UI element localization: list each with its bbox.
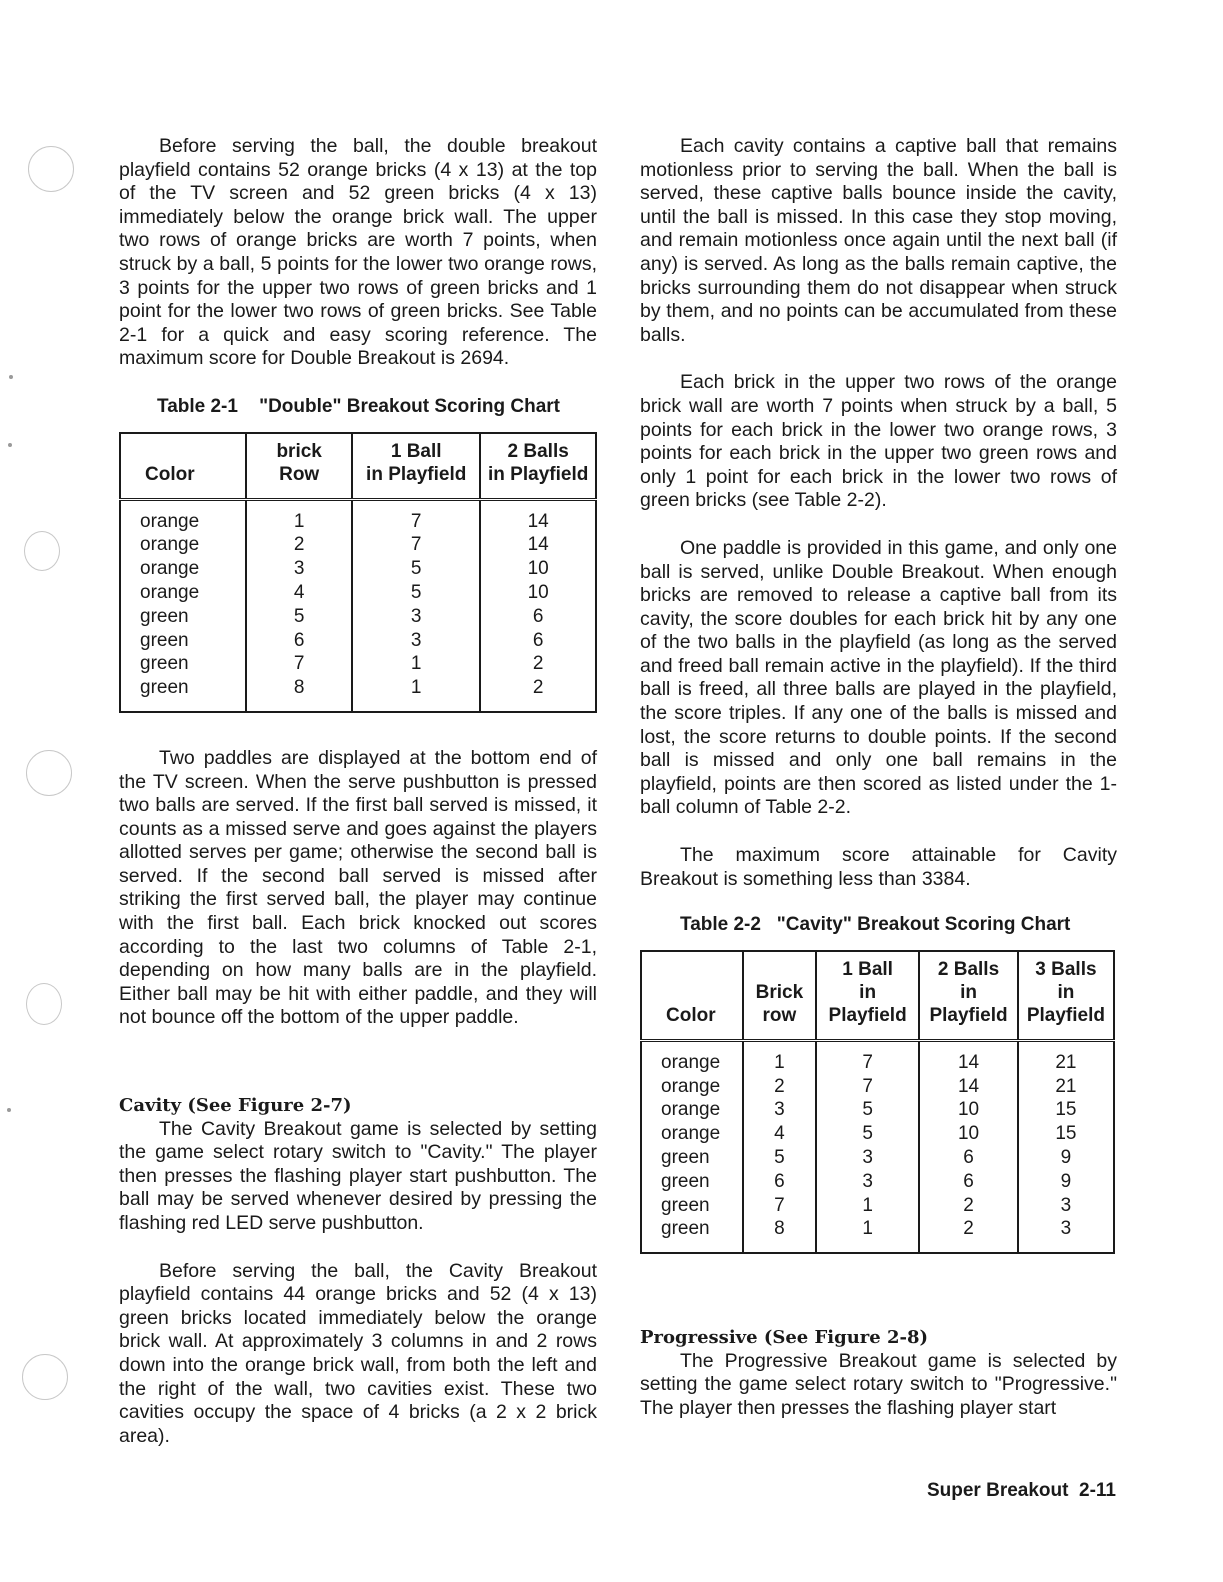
table-header-text: in <box>859 981 877 1003</box>
table-row <box>641 1040 1114 1074</box>
cavity-brick-values-paragraph: Each brick in the upper two rows of the orange brick wall are worth 7 points when struck by a ball, 5 points for each brick in the lower two orange rows, 3 points for each brick in the upper two green rows and only 1 point for each brick in the lower two rows of green bricks (see Table 2-2). <box>640 371 1117 512</box>
table-cell: orange <box>140 534 200 556</box>
table-cell: 15 <box>1018 1098 1114 1122</box>
table-cell: 2 <box>919 1217 1018 1253</box>
table-cell: 6 <box>480 629 596 653</box>
table-header-text: 2 Balls <box>937 958 1000 980</box>
table-header-text: in <box>1057 981 1075 1003</box>
table-cell: 6 <box>919 1170 1018 1194</box>
table-cell: 2 <box>480 652 596 676</box>
table-header-text: in Playfield <box>366 463 467 485</box>
table-row <box>641 1170 1114 1194</box>
table-cell: 7 <box>743 1194 816 1218</box>
table-cell: green <box>661 1147 710 1168</box>
table-cell: 6 <box>246 629 352 653</box>
table-cell: 2 <box>919 1194 1018 1218</box>
table-cell: 4 <box>743 1122 816 1146</box>
table-cell: 15 <box>1018 1122 1114 1146</box>
cavity-breakout-scoring-table <box>640 950 1115 1254</box>
binder-hole <box>28 146 74 192</box>
table-cell: 3 <box>1018 1217 1114 1253</box>
table-cell: 3 <box>246 557 352 581</box>
table-header-text: Color <box>666 1004 716 1026</box>
table-cell: green <box>140 653 189 675</box>
table-cell: 5 <box>352 557 480 581</box>
scan-speck <box>8 443 12 447</box>
table-row <box>641 1075 1114 1099</box>
table-row <box>120 533 596 557</box>
table-header-cell <box>743 951 816 1041</box>
table-cell: green <box>140 629 189 651</box>
table-header-cell <box>480 433 596 500</box>
table-cell: 10 <box>480 557 596 581</box>
table-cell: 2 <box>480 676 596 712</box>
scan-speck <box>7 1108 11 1112</box>
table-cell: 7 <box>352 499 480 533</box>
table-row <box>641 1194 1114 1218</box>
table-cell: 14 <box>919 1040 1018 1074</box>
table-header-text: 3 Balls <box>1035 958 1097 980</box>
table-cell: 21 <box>1018 1075 1114 1099</box>
table-header-text: Row <box>279 463 320 485</box>
two-paddles-paragraph: Two paddles are displayed at the bottom end of the TV screen. When the serve pushbutton is pressed two balls are served. If the first ball served is missed, it counts as a missed serve and goes against the players allotted serves per game; otherwise the second ball is served. If the second ball served is missed after striking the first served ball, the player may continue with the first ball. Each brick knocked out scores according to the last two columns of Table 2-1, depending on how many balls are in the playfield. Either ball may be hit with either paddle, and they will not bounce off the bottom of the upper paddle. <box>119 746 597 1029</box>
progressive-section-heading: Progressive (See Figure 2-8) <box>640 1327 929 1349</box>
table-row <box>120 676 596 712</box>
table-row <box>120 557 596 581</box>
table-cell: green <box>661 1218 710 1240</box>
table-cell: orange <box>140 558 200 580</box>
table-header-text: 2 Balls <box>507 440 569 462</box>
cavity-playfield-paragraph: Before serving the ball, the Cavity Breakout playfield contains 44 orange bricks and 52 (4 x 13) green bricks located immediately below the orange brick wall. At approximately 3 columns in and 2 rows down into the orange brick wall, from both the left and the right of the wall, two cavities exist. These two cavities occupy the space of 4 bricks (a 2 x 2 brick area). <box>119 1259 597 1447</box>
right-column <box>640 135 1117 1421</box>
scan-speck <box>9 375 13 379</box>
table-2-1-caption: Table 2-1 "Double" Breakout Scoring Chart <box>157 395 561 417</box>
table-cell: 1 <box>816 1194 919 1218</box>
table-cell: 3 <box>743 1098 816 1122</box>
table-cell: 9 <box>1018 1146 1114 1170</box>
table-row <box>641 1217 1114 1253</box>
table-header-text: Playfield <box>929 1004 1008 1026</box>
table-cell: green <box>140 677 189 699</box>
table-cell: 2 <box>246 533 352 557</box>
cavity-selection-paragraph: The Cavity Breakout game is selected by setting the game select rotary switch to "Cavity." The player then presses the flashing player start pushbutton. The ball may be served whenever desired by pressing the flashing red LED serve pushbutton. <box>119 1117 597 1234</box>
table-2-2-caption: Table 2-2 "Cavity" Breakout Scoring Chart <box>680 914 1071 936</box>
table-header-text: Playfield <box>1026 1004 1105 1026</box>
table-cell: 5 <box>816 1098 919 1122</box>
progressive-selection-paragraph: The Progressive Breakout game is selected by setting the game select rotary switch to "Progressive." The player then presses the flashing player start <box>640 1349 1117 1419</box>
table-row <box>120 629 596 653</box>
table-cell: 1 <box>816 1217 919 1253</box>
table-header-text: 1 Ball <box>842 958 893 980</box>
table-cell: 8 <box>743 1217 816 1253</box>
cavity-max-score-paragraph: The maximum score attainable for Cavity Breakout is something less than 3384. <box>640 844 1117 890</box>
page-footer: Super Breakout 2-11 <box>926 1480 1116 1501</box>
table-header-text: brick <box>276 440 322 462</box>
table-cell: 6 <box>743 1170 816 1194</box>
table-cell: 7 <box>352 533 480 557</box>
table-cell: 5 <box>816 1122 919 1146</box>
table-header-cell <box>919 951 1018 1041</box>
table-cell: 9 <box>1018 1170 1114 1194</box>
table-cell: 7 <box>246 652 352 676</box>
table-header-text: 1 Ball <box>390 440 442 462</box>
table-cell: orange <box>140 581 200 603</box>
table-cell: 4 <box>246 581 352 605</box>
table-cell: 1 <box>352 676 480 712</box>
table-header-cell <box>641 951 743 1041</box>
table-cell: 3 <box>352 605 480 629</box>
table-cell: 3 <box>816 1170 919 1194</box>
table-row <box>120 605 596 629</box>
left-column <box>119 135 597 1448</box>
table-cell: 14 <box>480 533 596 557</box>
binder-hole <box>26 750 72 796</box>
table-header-text: Playfield <box>828 1004 907 1026</box>
one-paddle-paragraph: One paddle is provided in this game, and only one ball is served, unlike Double Breakout. When enough bricks are removed to release a captive ball from its cavity, the score doubles for each brick hit by any one of the two balls in the playfield (as long as the served and freed ball remain active in the playfield). If the third ball is freed, all three balls are played in the playfield, the score triples. If any one of the balls is missed and lost, the score returns to double points. If the second ball is missed and only one ball remains in the playfield, points are then scored as listed under the 1-ball column of Table 2-2. <box>640 536 1117 819</box>
table-cell: 6 <box>919 1146 1018 1170</box>
table-cell: 10 <box>919 1098 1018 1122</box>
table-header-cell <box>246 433 352 500</box>
table-cell: orange <box>661 1123 721 1145</box>
table-cell: 7 <box>816 1040 919 1074</box>
table-cell: 6 <box>480 605 596 629</box>
table-cell: orange <box>140 510 200 532</box>
table-cell: 1 <box>743 1040 816 1074</box>
table-row <box>120 499 596 533</box>
table-cell: 7 <box>816 1075 919 1099</box>
table-cell: 2 <box>743 1075 816 1099</box>
table-cell: 21 <box>1018 1040 1114 1074</box>
double-breakout-intro-paragraph: Before serving the ball, the double breakout playfield contains 52 orange bricks (4 x 13) at the top of the TV screen and 52 green bricks (4 x 13) immediately below the orange brick wall. The upper two rows of orange bricks are worth 7 points, when struck by a ball, 5 points for the lower two orange rows, 3 points for the upper two rows of green bricks and 1 point for the lower two rows of green bricks. See Table 2-1 for a quick and easy scoring reference. The maximum score for Double Breakout is 2694. <box>119 135 597 370</box>
table-header-text: in Playfield <box>488 463 589 485</box>
table-header-cell <box>352 433 480 500</box>
table-header-text: row <box>762 1004 797 1026</box>
table-header-text: Brick <box>755 981 804 1003</box>
table-row <box>641 1146 1114 1170</box>
table-row <box>641 1098 1114 1122</box>
table-row <box>120 581 596 605</box>
binder-hole <box>24 531 60 571</box>
table-cell: 1 <box>246 499 352 533</box>
table-header-text: Color <box>145 463 195 485</box>
table-cell: 1 <box>352 652 480 676</box>
table-cell: 14 <box>919 1075 1018 1099</box>
table-cell: 3 <box>1018 1194 1114 1218</box>
table-header-cell <box>816 951 919 1041</box>
table-cell: green <box>140 605 189 627</box>
table-cell: 3 <box>816 1146 919 1170</box>
table-cell: 10 <box>919 1122 1018 1146</box>
table-row <box>641 1122 1114 1146</box>
table-cell: 5 <box>352 581 480 605</box>
table-cell: 5 <box>743 1146 816 1170</box>
table-cell: orange <box>661 1099 721 1121</box>
binder-hole <box>26 983 62 1025</box>
cavity-section-heading: Cavity (See Figure 2-7) <box>119 1095 352 1117</box>
table-cell: 3 <box>352 629 480 653</box>
binder-hole <box>22 1354 68 1400</box>
table-header-cell <box>1018 951 1114 1041</box>
captive-ball-paragraph: Each cavity contains a captive ball that remains motionless prior to serving the ball. When the ball is served, these captive balls bounce inside the cavity, until the ball is missed. In this case they stop moving, and remain motionless once again until the next ball (if any) is served. As long as the balls remain captive, the bricks surrounding them do not disappear when struck by them, and no points can be accumulated from these balls. <box>640 135 1117 346</box>
table-cell: 5 <box>246 605 352 629</box>
double-breakout-scoring-table <box>119 432 597 713</box>
table-cell: orange <box>661 1051 721 1073</box>
table-cell: green <box>661 1170 710 1192</box>
table-header-cell <box>120 433 246 500</box>
table-cell: 8 <box>246 676 352 712</box>
table-cell: 10 <box>480 581 596 605</box>
table-cell: green <box>661 1194 710 1216</box>
table-cell: orange <box>661 1075 721 1097</box>
table-header-text: in <box>960 981 977 1003</box>
table-row <box>120 652 596 676</box>
table-cell: 14 <box>480 499 596 533</box>
